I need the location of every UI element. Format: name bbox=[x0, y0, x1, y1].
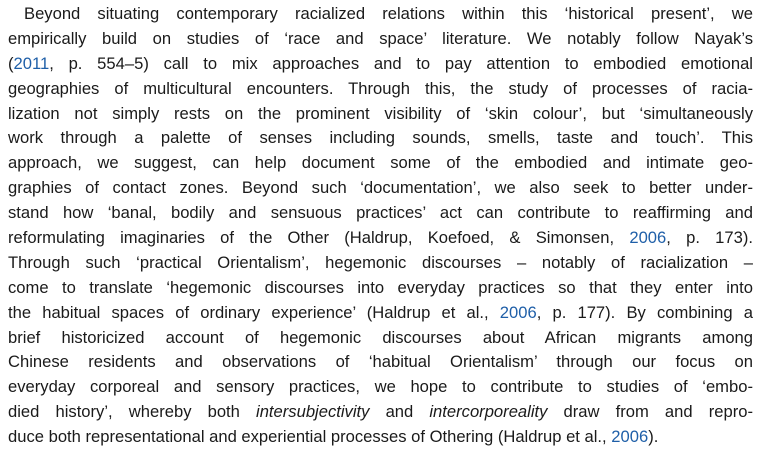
text-line: died history’, whereby both intersubjectivity and intercorporeality draw from and repro- bbox=[8, 402, 753, 422]
text-line: brief historicized account of hegemonic discourses about African migrants among bbox=[8, 327, 753, 347]
text-line: graphies of contact zones. Beyond such ‘documentation’, we also seek to better under- bbox=[8, 178, 753, 198]
text-line: Beyond situating contemporary racialized relations within this ‘historical present’, we bbox=[24, 4, 753, 23]
text-line: empirically build on studies of ‘race and space’ literature. We notably follow Nayak’s bbox=[8, 28, 753, 48]
text-line: approach, we suggest, can help document some of the embodied and intimate geo- bbox=[8, 153, 753, 173]
text-line: Chinese residents and observations of ‘habitual Orientalism’ through our focus on bbox=[8, 352, 753, 372]
citation-link-haldrup-2006[interactable]: 2006 bbox=[499, 302, 537, 322]
text-line: Through such ‘practical Orientalism’, hegemonic discourses – notably of racialization – bbox=[8, 252, 753, 272]
text-line: the habitual spaces of ordinary experience’ (Haldrup et al., 2006, p. 177). By combining a bbox=[8, 302, 753, 322]
text-line: work through a palette of senses including sounds, smells, taste and touch’. This bbox=[8, 128, 753, 148]
citation-link-haldrup-2006[interactable]: 2006 bbox=[611, 427, 649, 447]
text-line: reformulating imaginaries of the Other (Haldrup, Koefoed, & Simonsen, 2006, p. 173). bbox=[8, 228, 753, 248]
text-line: everyday corporeal and sensory practices, we hope to contribute to studies of ‘embo- bbox=[8, 377, 753, 397]
emphasis-intercorporeality: intercorporeality bbox=[429, 402, 548, 422]
citation-link-nayak-2011[interactable]: 2011 bbox=[13, 53, 50, 73]
text-line: geographies of multicultural encounters. Through this, the study of processes of racia- bbox=[8, 78, 753, 98]
text-line: lization not simply rests on the prominent visibility of ‘skin colour’, but ‘simultaneously bbox=[8, 103, 753, 123]
emphasis-intersubjectivity: intersubjectivity bbox=[256, 402, 370, 422]
text-line: stand how ‘banal, bodily and sensuous practices’ act can contribute to reaffirming and bbox=[8, 203, 753, 223]
citation-link-haldrup-2006[interactable]: 2006 bbox=[629, 228, 667, 248]
body-paragraph bbox=[8, 2, 753, 450]
text-line: come to translate ‘hegemonic discourses into everyday practices so that they enter into bbox=[8, 277, 753, 297]
text-line: duce both representational and experiential processes of Othering (Haldrup et al., 2006). bbox=[8, 427, 659, 447]
text-line: (2011, p. 554–5) call to mix approaches and to pay attention to embodied emotional bbox=[8, 53, 753, 73]
